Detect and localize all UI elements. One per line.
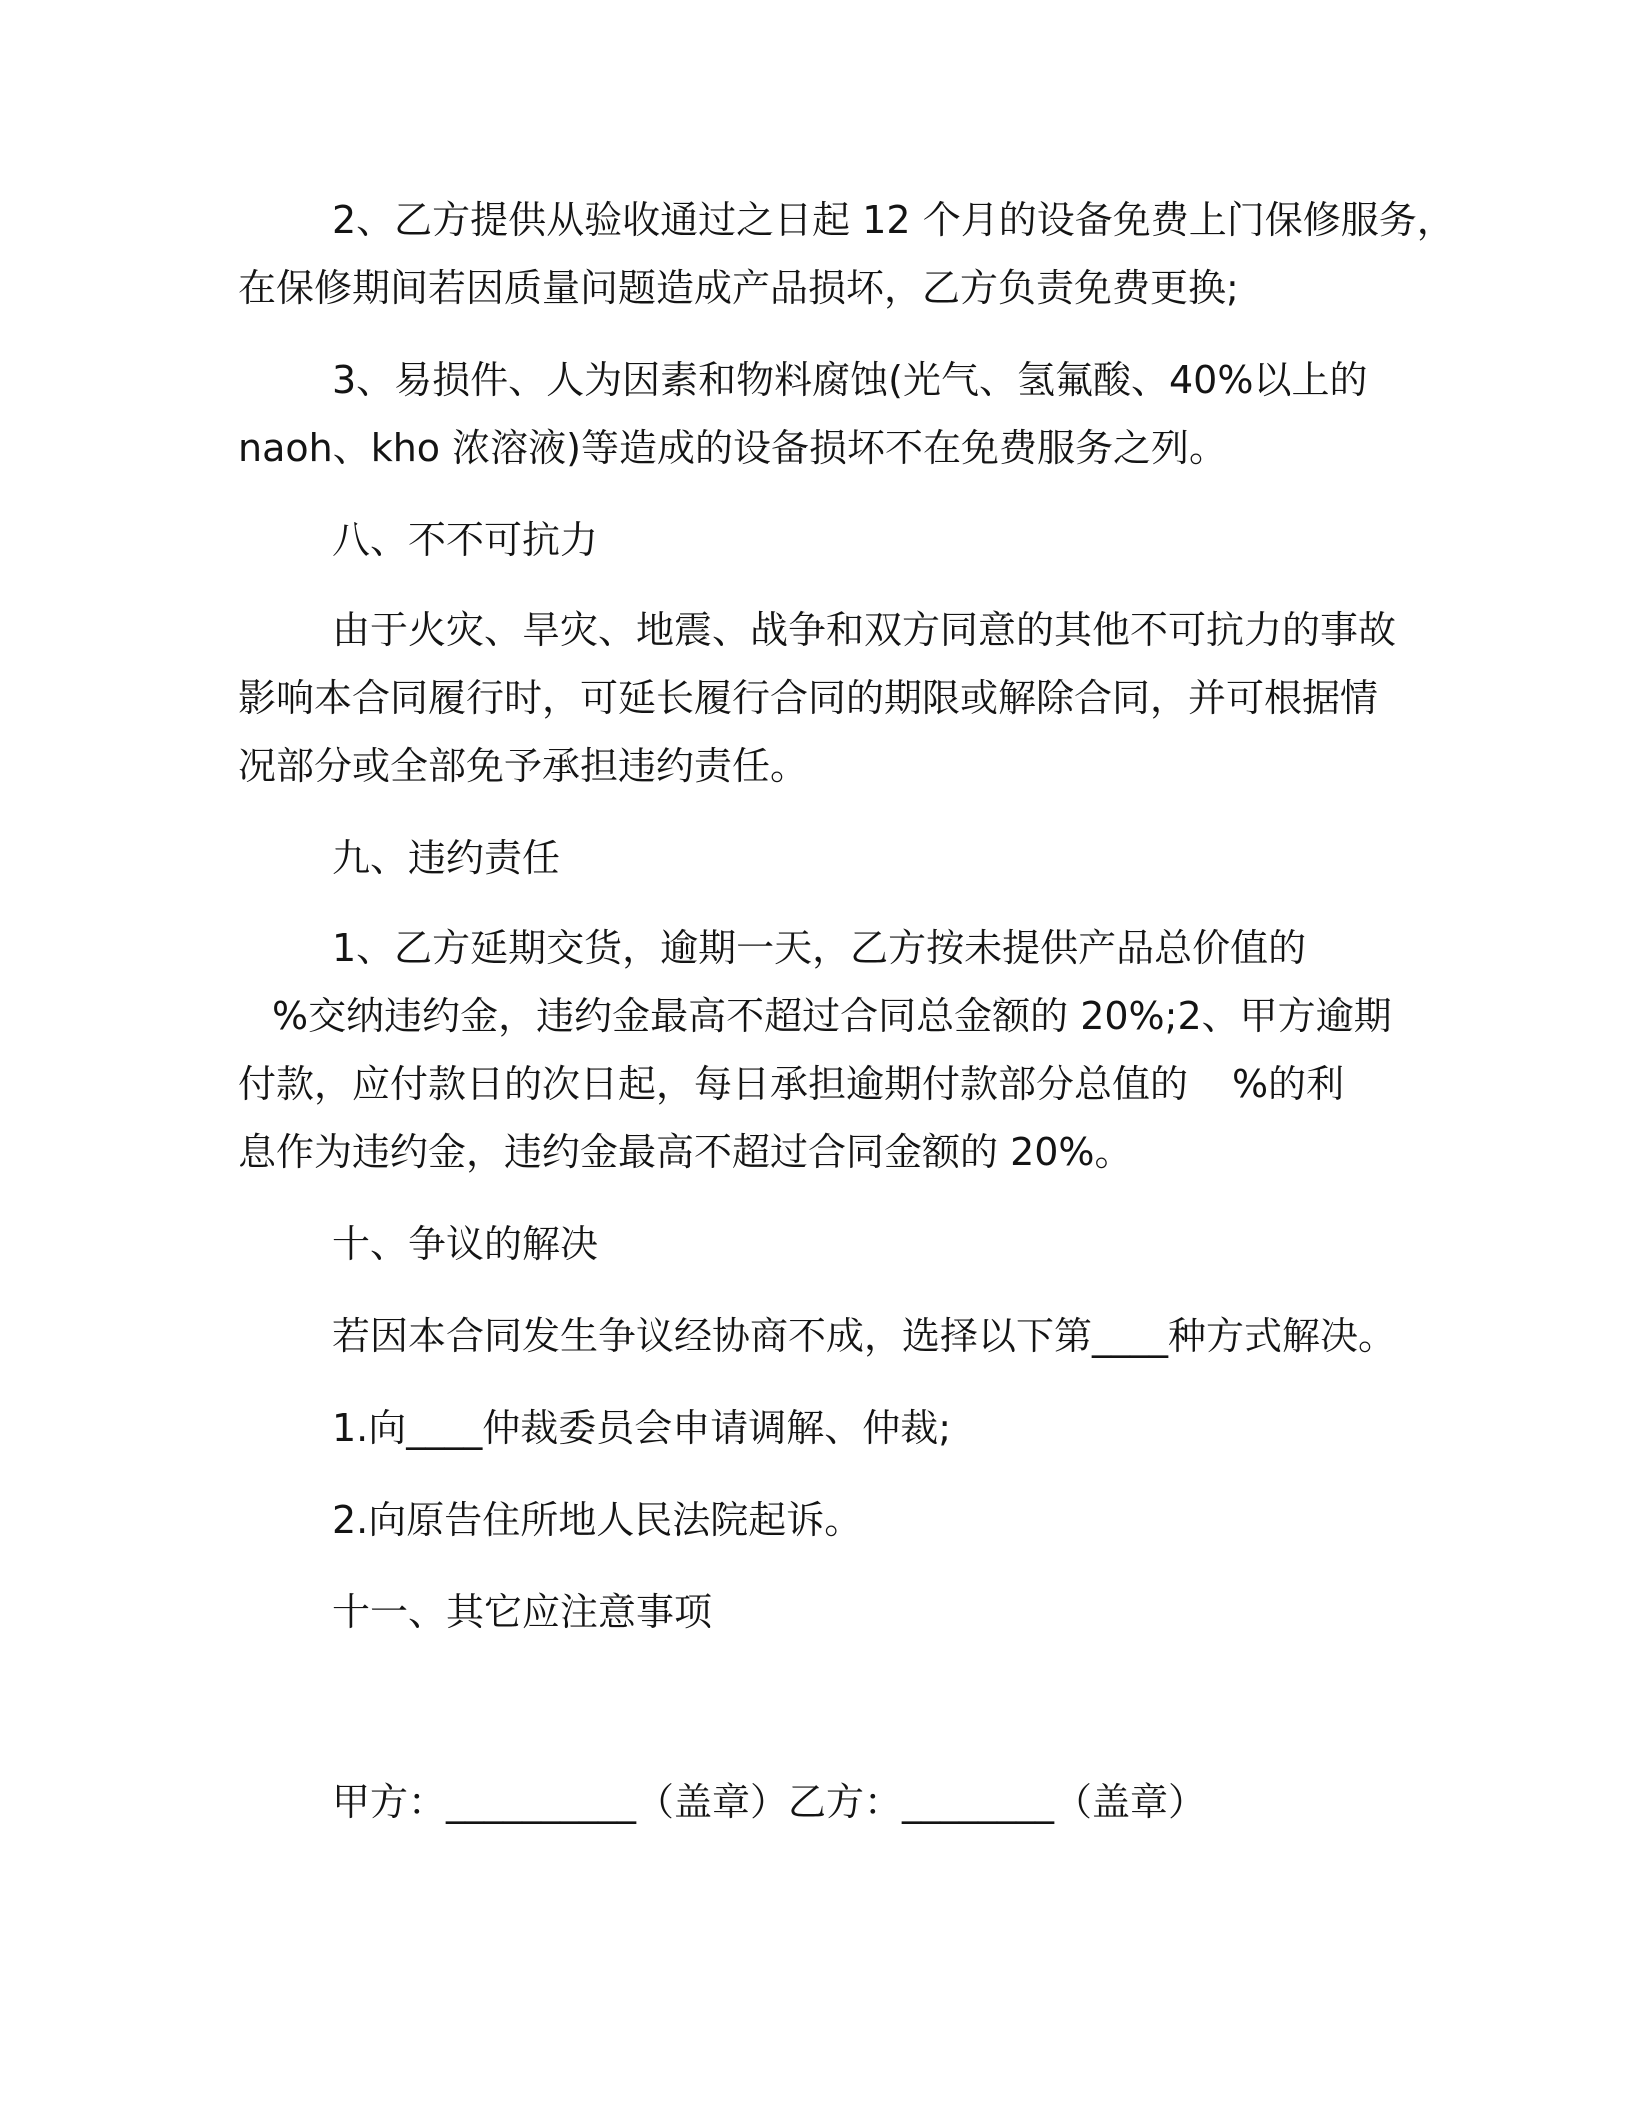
- dispute-intro: 若因本合同发生争议经协商不成，选择以下第____种方式解决。: [332, 1314, 1397, 1358]
- clause-7-2-line-1: 2、乙方提供从验收通过之日起 12 个月的设备免费上门保修服务，: [332, 198, 1455, 242]
- signature-line: 甲方：__________（盖章）乙方：________（盖章）: [332, 1780, 1207, 1824]
- section-9-heading: 九、违约责任: [332, 836, 561, 880]
- liability-line-4: 息作为违约金，违约金最高不超过合同金额的 20%。: [238, 1130, 1133, 1174]
- liability-line-3: 付款，应付款日的次日起，每日承担逾期付款部分总值的: [238, 1062, 1189, 1106]
- force-majeure-line-2: 影响本合同履行时，可延长履行合同的期限或解除合同，并可根据情: [238, 676, 1379, 720]
- liability-line-3-end: %的利: [1232, 1062, 1345, 1106]
- clause-7-3-line-1: 3、易损件、人为因素和物料腐蚀(光气、氢氟酸、40%以上的: [332, 358, 1368, 402]
- dispute-option-1: 1.向____仲裁委员会申请调解、仲裁;: [332, 1406, 952, 1450]
- section-10-heading: 十、争议的解决: [332, 1222, 599, 1266]
- liability-line-1: 1、乙方延期交货，逾期一天，乙方按未提供产品总价值的: [332, 926, 1307, 970]
- clause-7-2-line-2: 在保修期间若因质量问题造成产品损坏，乙方负责免费更换;: [238, 266, 1239, 310]
- clause-7-3-line-2: naoh、kho 浓溶液)等造成的设备损坏不在免费服务之列。: [238, 426, 1227, 470]
- force-majeure-line-3: 况部分或全部免予承担违约责任。: [238, 744, 809, 788]
- dispute-option-2: 2.向原告住所地人民法院起诉。: [332, 1498, 863, 1542]
- force-majeure-line-1: 由于火灾、旱灾、地震、战争和双方同意的其他不可抗力的事故: [332, 608, 1397, 652]
- section-8-heading: 八、不不可抗力: [332, 518, 599, 562]
- section-11-heading: 十一、其它应注意事项: [332, 1590, 713, 1634]
- liability-line-2: %交纳违约金，违约金最高不超过合同总金额的 20%;2、甲方逾期: [272, 994, 1392, 1038]
